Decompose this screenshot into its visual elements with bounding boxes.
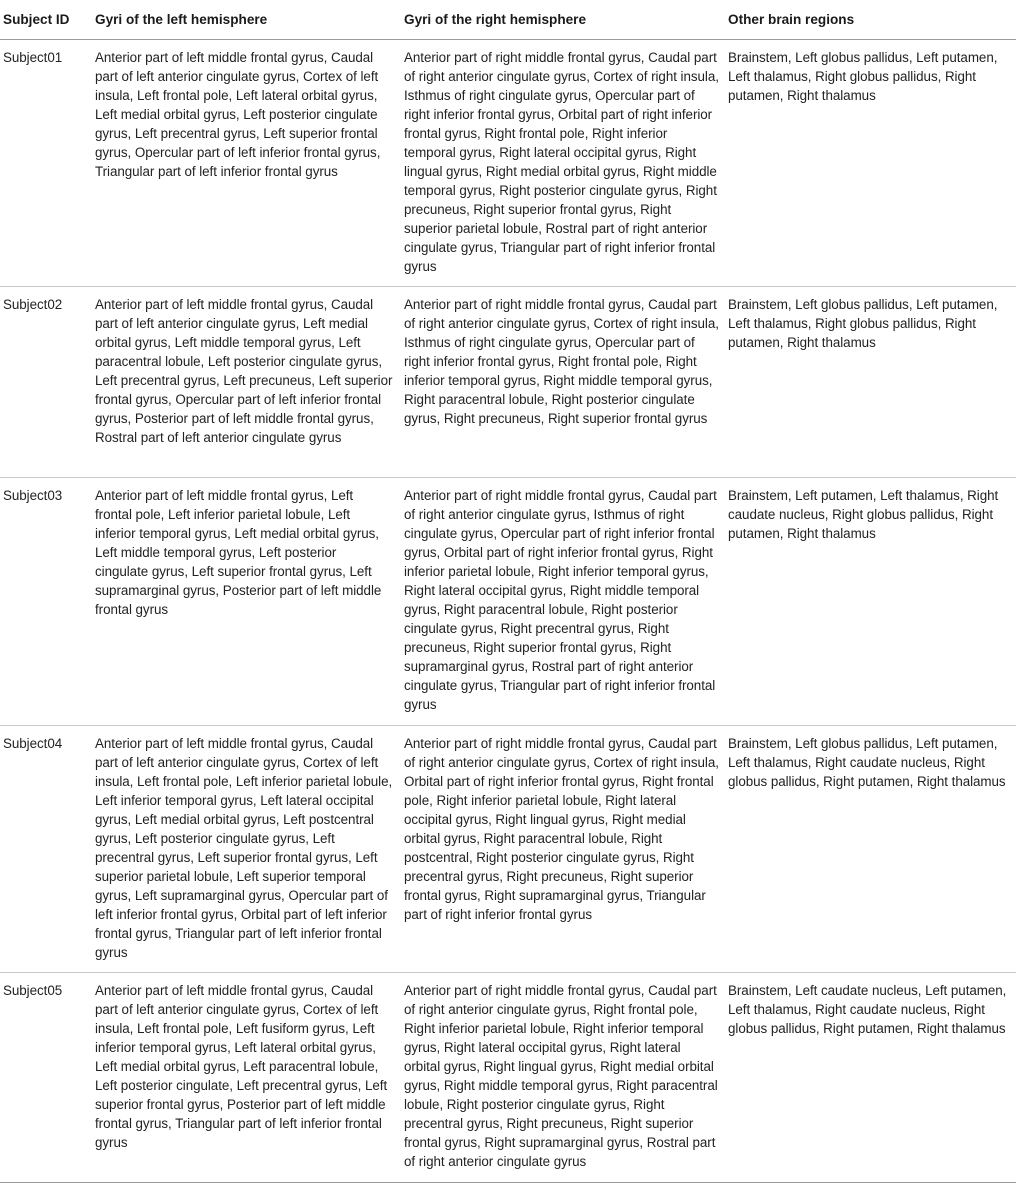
cell-other-regions: Brainstem, Left caudate nucleus, Left putamen, Left thalamus, Right caudate nucleus, Right globus pallidus, Right putamen, Right thalamus (725, 973, 1016, 1183)
cell-other-regions: Brainstem, Left globus pallidus, Left putamen, Left thalamus, Right globus pallidus, Right putamen, Right thalamus (725, 287, 1016, 478)
cell-left-hemisphere: Anterior part of left middle frontal gyrus, Caudal part of left anterior cingulate gyrus, Left medial orbital gyrus, Left middle temporal gyrus, Left paracentral lobule, Left posterior cingulate gyrus, Left precentral gyrus, Left precuneus, Left superior frontal gyrus, Opercular part of left inferior frontal gyrus, Posterior part of left middle frontal gyrus, Rostral part of left anterior cingulate gyrus (92, 287, 401, 478)
cell-subject-id: Subject05 (0, 973, 92, 1183)
cell-other-regions: Brainstem, Left globus pallidus, Left putamen, Left thalamus, Right globus pallidus, Right putamen, Right thalamus (725, 40, 1016, 287)
table-row (0, 40, 1016, 287)
table-row (0, 287, 1016, 478)
cell-right-hemisphere: Anterior part of right middle frontal gyrus, Caudal part of right anterior cingulate gyrus, Isthmus of right cingulate gyrus, Opercular part of right inferior frontal gyrus, Orbital part of right inferior frontal gyrus, Right inferior parietal lobule, Right inferior temporal gyrus, Right lateral occipital gyrus, Right middle temporal gyrus, Right paracentral lobule, Right posterior cingulate gyrus, Right precentral gyrus, Right precuneus, Right superior frontal gyrus, Right supramarginal gyrus, Rostral part of right anterior cingulate gyrus, Triangular part of right inferior frontal gyrus (401, 478, 725, 726)
header-row (0, 0, 1016, 40)
cell-subject-id: Subject01 (0, 40, 92, 287)
header-subject-id: Subject ID (0, 0, 92, 40)
table-row (0, 726, 1016, 973)
header-left-hemisphere: Gyri of the left hemisphere (92, 0, 401, 40)
cell-subject-id: Subject03 (0, 478, 92, 726)
cell-right-hemisphere: Anterior part of right middle frontal gyrus, Caudal part of right anterior cingulate gyrus, Right frontal pole, Right inferior parietal lobule, Right inferior temporal gyrus, Right lateral occipital gyrus, Right lateral orbital gyrus, Right lingual gyrus, Right medial orbital gyrus, Right middle temporal gyrus, Right paracentral lobule, Right posterior cingulate gyrus, Right precentral gyrus, Right precuneus, Right superior frontal gyrus, Right supramarginal gyrus, Rostral part of right anterior cingulate gyrus (401, 973, 725, 1183)
cell-left-hemisphere: Anterior part of left middle frontal gyrus, Caudal part of left anterior cingulate gyrus, Cortex of left insula, Left frontal pole, Left fusiform gyrus, Left inferior temporal gyrus, Left lateral orbital gyrus, Left medial orbital gyrus, Left paracentral lobule, Left posterior cingulate, Left precentral gyrus, Left superior frontal gyrus, Posterior part of left middle frontal gyrus, Triangular part of left inferior frontal gyrus (92, 973, 401, 1183)
table-body (0, 40, 1016, 1183)
cell-subject-id: Subject02 (0, 287, 92, 478)
cell-left-hemisphere: Anterior part of left middle frontal gyrus, Left frontal pole, Left inferior parietal lobule, Left inferior temporal gyrus, Left medial orbital gyrus, Left middle temporal gyrus, Left posterior cingulate gyrus, Left superior frontal gyrus, Left supramarginal gyrus, Posterior part of left middle frontal gyrus (92, 478, 401, 726)
cell-subject-id: Subject04 (0, 726, 92, 973)
cell-right-hemisphere: Anterior part of right middle frontal gyrus, Caudal part of right anterior cingulate gyrus, Cortex of right insula, Isthmus of right cingulate gyrus, Opercular part of right inferior frontal gyrus, Orbital part of right inferior frontal gyrus, Right frontal pole, Right inferior temporal gyrus, Right lateral occipital gyrus, Right lingual gyrus, Right medial orbital gyrus, Right middle temporal gyrus, Right posterior cingulate gyrus, Right precuneus, Right superior frontal gyrus, Right superior parietal lobule, Rostral part of right anterior cingulate gyrus, Triangular part of right inferior frontal gyrus (401, 40, 725, 287)
table-header (0, 0, 1016, 40)
cell-left-hemisphere: Anterior part of left middle frontal gyrus, Caudal part of left anterior cingulate gyrus, Cortex of left insula, Left frontal pole, Left lateral orbital gyrus, Left medial orbital gyrus, Left posterior cingulate gyrus, Left precentral gyrus, Left superior frontal gyrus, Opercular part of left inferior frontal gyrus, Triangular part of left inferior frontal gyrus (92, 40, 401, 287)
cell-left-hemisphere: Anterior part of left middle frontal gyrus, Caudal part of left anterior cingulate gyrus, Cortex of left insula, Left frontal pole, Left inferior parietal lobule, Left inferior temporal gyrus, Left lateral occipital gyrus, Left medial orbital gyrus, Left postcentral gyrus, Left posterior cingulate gyrus, Left precentral gyrus, Left superior frontal gyrus, Left superior parietal lobule, Left superior temporal gyrus, Left supramarginal gyrus, Opercular part of left inferior frontal gyrus, Orbital part of left inferior frontal gyrus, Triangular part of left inferior frontal gyrus (92, 726, 401, 973)
cell-other-regions: Brainstem, Left putamen, Left thalamus, Right caudate nucleus, Right globus pallidus, Right putamen, Right thalamus (725, 478, 1016, 726)
header-right-hemisphere: Gyri of the right hemisphere (401, 0, 725, 40)
cell-right-hemisphere: Anterior part of right middle frontal gyrus, Caudal part of right anterior cingulate gyrus, Cortex of right insula, Orbital part of right inferior frontal gyrus, Right frontal pole, Right inferior parietal lobule, Right lateral occipital gyrus, Right lingual gyrus, Right medial orbital gyrus, Right paracentral lobule, Right postcentral, Right posterior cingulate gyrus, Right precentral gyrus, Right precuneus, Right superior frontal gyrus, Right supramarginal gyrus, Triangular part of right inferior frontal gyrus (401, 726, 725, 973)
table-row (0, 478, 1016, 726)
cell-right-hemisphere: Anterior part of right middle frontal gyrus, Caudal part of right anterior cingulate gyrus, Cortex of right insula, Isthmus of right cingulate gyrus, Opercular part of right inferior frontal gyrus, Right frontal pole, Right inferior temporal gyrus, Right middle temporal gyrus, Right paracentral lobule, Right posterior cingulate gyrus, Right precuneus, Right superior frontal gyrus (401, 287, 725, 478)
header-other-regions: Other brain regions (725, 0, 1016, 40)
table-row (0, 973, 1016, 1183)
cell-other-regions: Brainstem, Left globus pallidus, Left putamen, Left thalamus, Right caudate nucleus, Right globus pallidus, Right putamen, Right thalamus (725, 726, 1016, 973)
